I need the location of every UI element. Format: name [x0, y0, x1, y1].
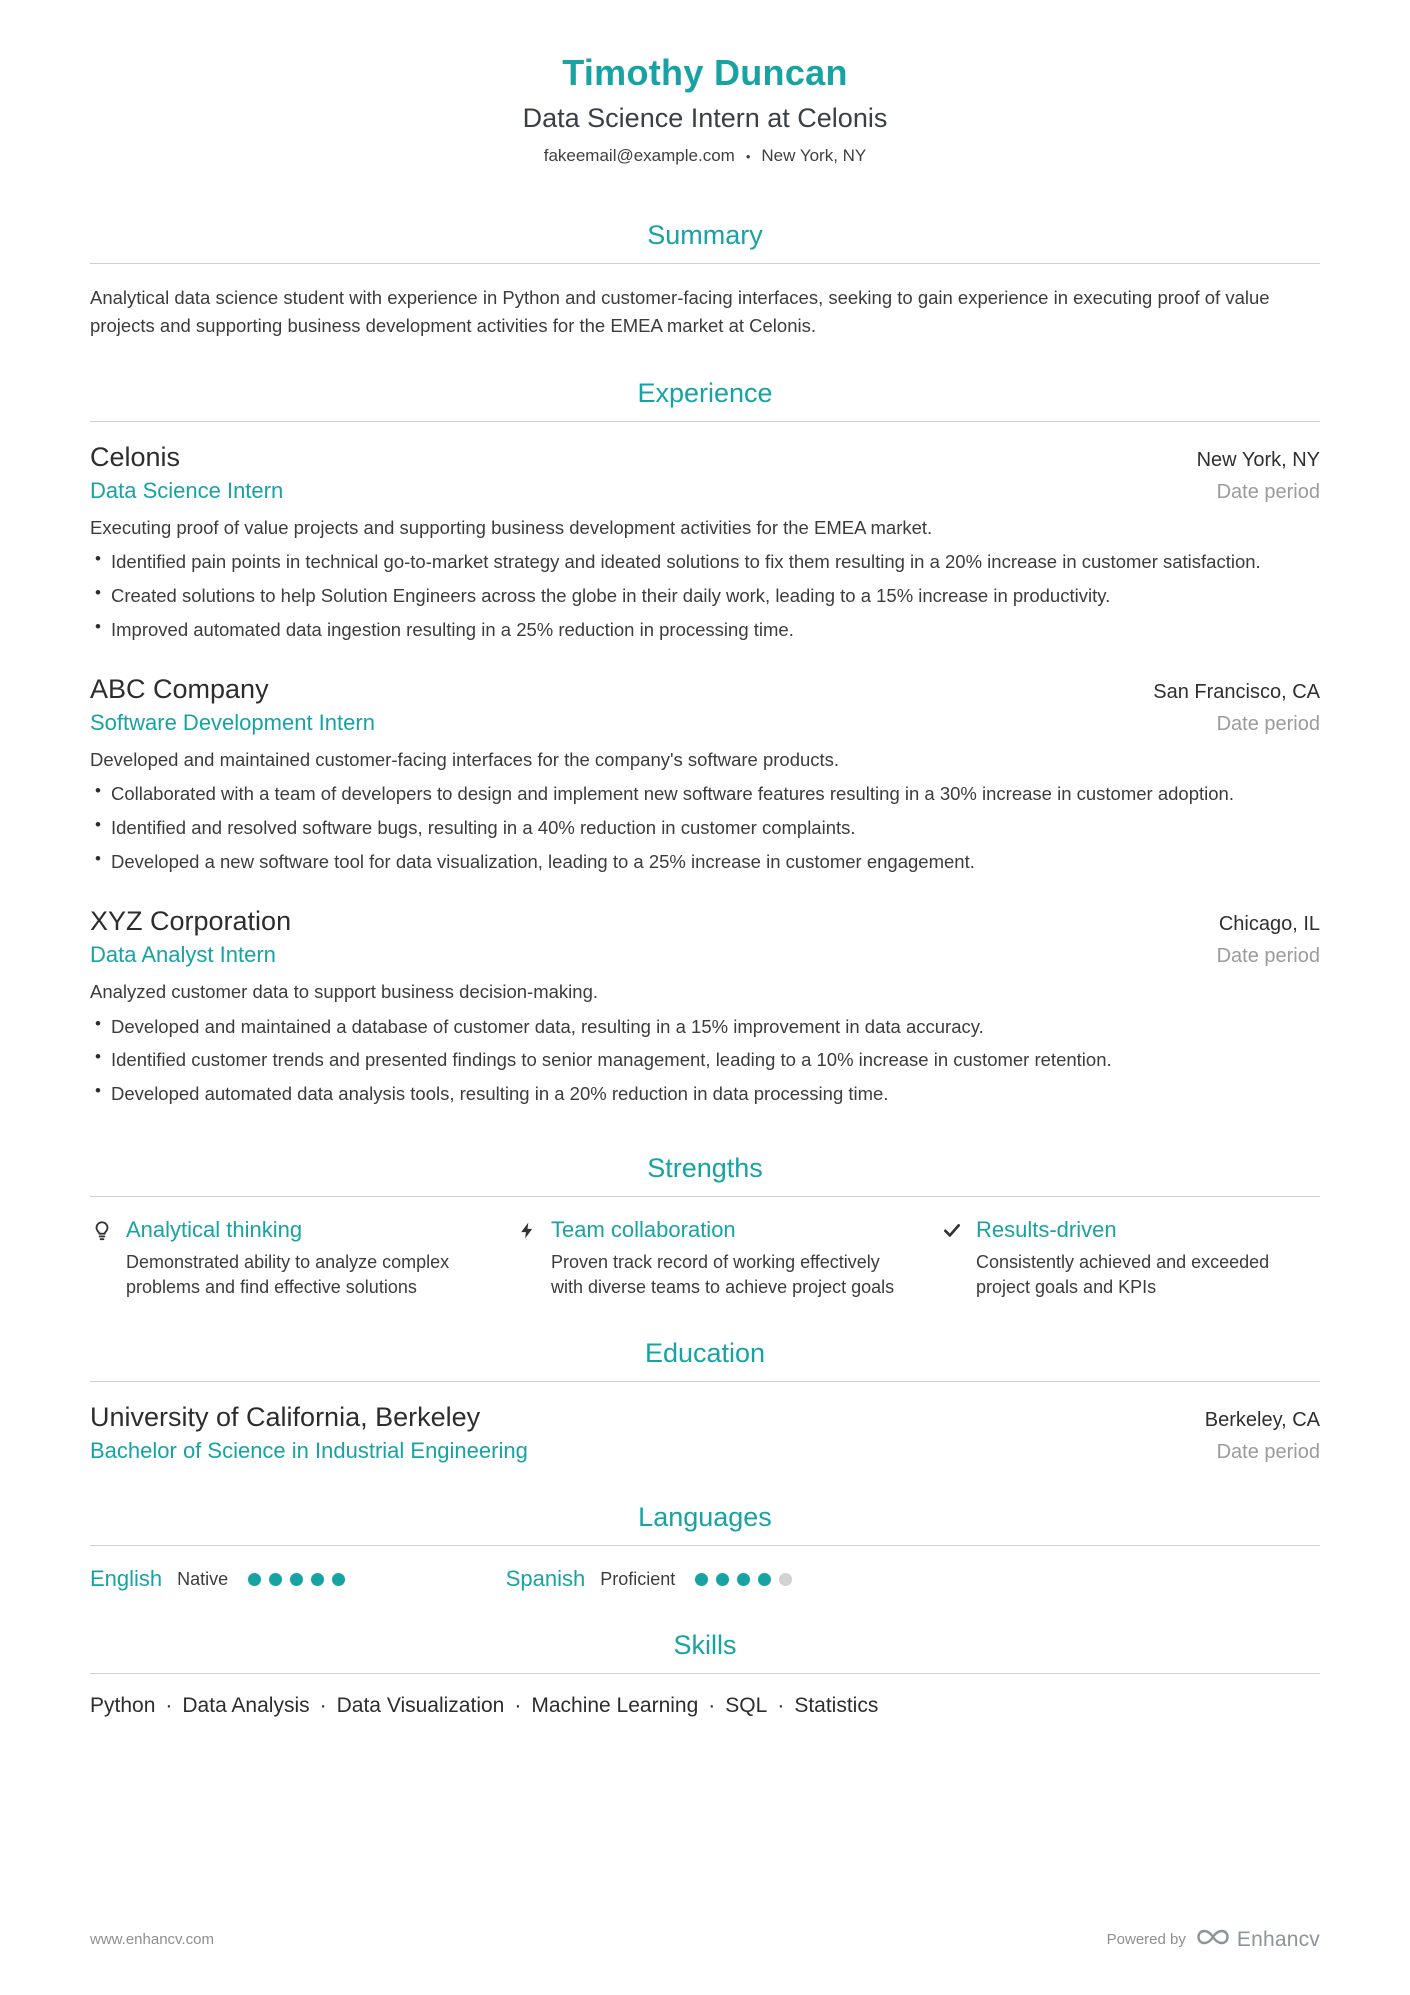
strength-title: Team collaboration	[551, 1217, 736, 1243]
section-strengths	[90, 1153, 1320, 1300]
language-name: Spanish	[505, 1566, 586, 1592]
company-location: Chicago, IL	[1218, 912, 1320, 935]
candidate-title: Data Science Intern at Celonis	[522, 103, 888, 133]
skill-item: Python ·	[90, 1694, 182, 1718]
languages-heading: Languages	[90, 1502, 1320, 1546]
language-proficiency-dots	[248, 1573, 345, 1586]
experience-entry	[90, 442, 1320, 644]
language-item	[506, 1566, 922, 1592]
enhancv-website-link[interactable]: www.enhancv.com	[90, 1931, 214, 1948]
experience-heading: Experience	[90, 378, 1320, 422]
skills-heading: Skills	[90, 1630, 1320, 1674]
summary-text: Analytical data science student with experience in Python and customer-facing interfaces, seeking to gain experience in executing proof of value projects and supporting business development activities for the EMEA market at Celonis.	[90, 287, 1270, 336]
language-level: Native	[177, 1568, 229, 1589]
skill-item: Data Analysis ·	[182, 1694, 336, 1718]
education-entry	[90, 1402, 1320, 1464]
candidate-name: Timothy Duncan	[562, 52, 848, 93]
job-description: Executing proof of value projects and supporting business development activities for the EMEA market.	[90, 516, 933, 538]
powered-by-label: Powered by	[1106, 1931, 1186, 1948]
bullet-item: • Developed automated data analysis tools, resulting in a 20% reduction in data processing time.	[90, 1081, 1320, 1108]
proficiency-dot	[779, 1573, 792, 1586]
job-bullets	[90, 1014, 1320, 1108]
skill-item: Machine Learning ·	[531, 1694, 725, 1718]
proficiency-dot	[758, 1573, 771, 1586]
contact-line	[90, 146, 1320, 166]
skill-item: Statistics	[794, 1694, 879, 1718]
job-description: Analyzed customer data to support business decision-making.	[90, 980, 598, 1002]
strength-description: Proven track record of working effectively with diverse teams to achieve project goals	[551, 1252, 895, 1298]
proficiency-dot	[332, 1573, 345, 1586]
language-proficiency-dots	[695, 1573, 792, 1586]
school-location: Berkeley, CA	[1204, 1409, 1320, 1432]
bullet-item: • Collaborated with a team of developers to design and implement new software features resulting in a 30% increase in customer adoption.	[90, 781, 1320, 808]
language-name: English	[90, 1566, 163, 1592]
job-description: Developed and maintained customer-facing interfaces for the company's software products.	[90, 748, 840, 770]
school-name: University of California, Berkeley	[90, 1402, 481, 1433]
language-level: Proficient	[600, 1568, 676, 1589]
languages-row	[90, 1566, 1320, 1592]
job-title: Data Analyst Intern	[90, 941, 276, 967]
education-heading: Education	[90, 1338, 1320, 1382]
section-summary	[90, 220, 1320, 340]
company-name: ABC Company	[90, 673, 269, 704]
bullet-item: • Improved automated data ingestion resulting in a 25% reduction in processing time.	[90, 617, 1320, 644]
summary-heading: Summary	[90, 220, 1320, 264]
bullet-item: • Developed a new software tool for data visualization, leading to a 25% increase in customer engagement.	[90, 849, 1320, 876]
date-period: Date period	[1216, 712, 1320, 735]
proficiency-dot	[290, 1573, 303, 1586]
bullet-item: • Identified pain points in technical go-to-market strategy and ideated solutions to fix them resulting in a 20% increase in customer satisfaction.	[90, 549, 1320, 576]
date-period: Date period	[1216, 480, 1320, 503]
job-bullets	[90, 549, 1320, 643]
proficiency-dot	[269, 1573, 282, 1586]
skills-list	[90, 1694, 1320, 1718]
job-title: Data Science Intern	[90, 477, 284, 503]
bullet-item: • Developed and maintained a database of customer data, resulting in a 15% improvement in data accuracy.	[90, 1014, 1320, 1041]
strength-item	[515, 1217, 895, 1300]
lightbulb-icon	[90, 1219, 114, 1242]
enhancv-brand-label: Enhancv	[1236, 1927, 1320, 1951]
section-languages	[90, 1502, 1320, 1592]
contact-separator	[746, 146, 751, 166]
contact-email: fakeemail@example.com	[543, 146, 735, 165]
enhancv-logo-icon	[1196, 1926, 1230, 1953]
enhancv-brand-link[interactable]	[1196, 1926, 1320, 1953]
bullet-item: • Identified customer trends and presented findings to senior management, leading to a 10% increase in customer retention.	[90, 1047, 1320, 1074]
job-title: Software Development Intern	[90, 709, 375, 735]
company-location: New York, NY	[1196, 448, 1320, 471]
powered-by	[1107, 1926, 1320, 1953]
company-name: Celonis	[90, 441, 181, 472]
strength-item	[90, 1217, 470, 1300]
proficiency-dot	[311, 1573, 324, 1586]
company-name: XYZ Corporation	[90, 905, 292, 936]
proficiency-dot	[737, 1573, 750, 1586]
skill-item: Data Visualization ·	[337, 1694, 532, 1718]
section-education	[90, 1338, 1320, 1464]
strength-description: Demonstrated ability to analyze complex problems and find effective solutions	[126, 1252, 450, 1298]
lightning-icon	[515, 1219, 539, 1242]
section-experience	[90, 378, 1320, 1116]
degree-title: Bachelor of Science in Industrial Engineering	[90, 1438, 528, 1464]
company-location: San Francisco, CA	[1153, 680, 1320, 703]
strength-title: Results-driven	[976, 1217, 1117, 1243]
strength-item	[940, 1217, 1320, 1300]
page-footer	[90, 1926, 1320, 1953]
resume-header	[90, 52, 1320, 166]
language-item	[90, 1566, 506, 1592]
proficiency-dot	[248, 1573, 261, 1586]
date-period: Date period	[1216, 1441, 1320, 1464]
skill-item: SQL ·	[725, 1694, 794, 1718]
bullet-item: • Created solutions to help Solution Engineers across the globe in their daily work, leading to a 15% increase in productivity.	[90, 583, 1320, 610]
strengths-heading: Strengths	[90, 1153, 1320, 1197]
strengths-grid	[90, 1217, 1320, 1300]
bullet-item: • Identified and resolved software bugs, resulting in a 40% reduction in customer complaints.	[90, 815, 1320, 842]
section-skills	[90, 1630, 1320, 1718]
proficiency-dot	[695, 1573, 708, 1586]
experience-entry	[90, 674, 1320, 876]
contact-location: New York, NY	[761, 146, 867, 165]
experience-entry	[90, 906, 1320, 1108]
job-bullets	[90, 781, 1320, 875]
strength-title: Analytical thinking	[126, 1217, 303, 1243]
date-period: Date period	[1216, 944, 1320, 967]
proficiency-dot	[716, 1573, 729, 1586]
check-icon	[940, 1220, 964, 1240]
strength-description: Consistently achieved and exceeded project goals and KPIs	[976, 1252, 1270, 1298]
